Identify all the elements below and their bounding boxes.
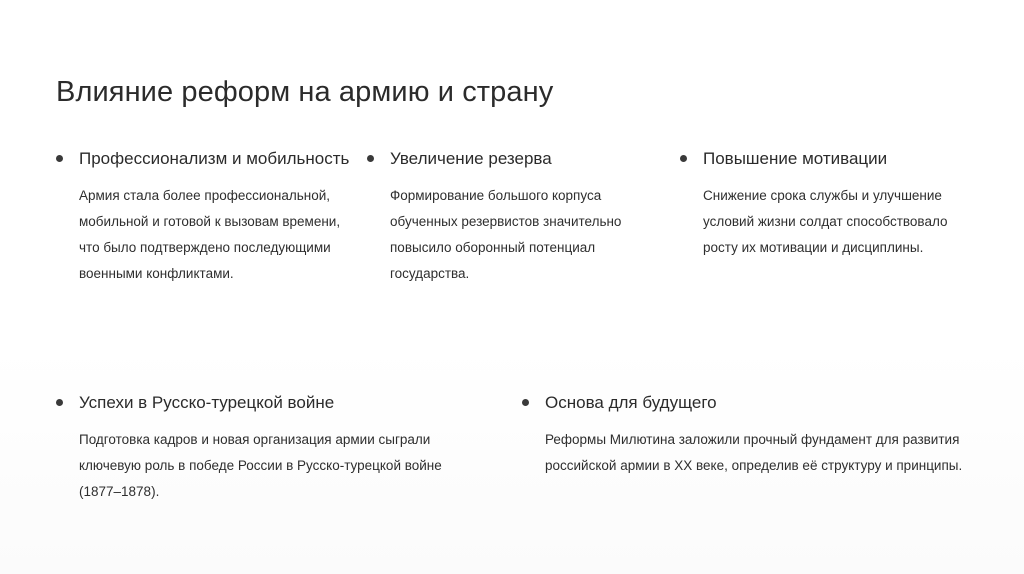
- page-title: Влияние реформ на армию и страну: [56, 76, 554, 108]
- bullet-icon: [367, 155, 374, 162]
- bullet-icon: [56, 155, 63, 162]
- item-heading-text: Успехи в Русско-турецкой войне: [79, 393, 335, 412]
- list-item: [56, 146, 356, 287]
- item-heading-text: Повышение мотивации: [703, 149, 888, 168]
- bullet-icon: [680, 155, 687, 162]
- bullet-icon: [522, 399, 529, 406]
- list-item: [680, 146, 980, 261]
- item-heading: [56, 146, 356, 171]
- item-heading-text: Увеличение резерва: [390, 149, 552, 168]
- item-description: Формирование большого корпуса обученных резервистов значительно повысило оборонный потенциал государства.: [390, 188, 622, 281]
- list-item: [522, 390, 982, 479]
- bullet-icon: [56, 399, 63, 406]
- list-item: [367, 146, 667, 287]
- item-heading: [56, 390, 476, 415]
- item-description: Армия стала более профессиональной, мобильной и готовой к вызовам времени, что было подтверждено последующими военными конфликтами.: [79, 188, 341, 281]
- item-description: Снижение срока службы и улучшение условий жизни солдат способствовало росту их мотивации и дисциплины.: [703, 188, 948, 255]
- item-heading: [680, 146, 980, 171]
- item-heading-text: Основа для будущего: [545, 393, 717, 412]
- item-description: Подготовка кадров и новая организация армии сыграли ключевую роль в победе России в Русско-турецкой войне (1877–1878).: [79, 432, 442, 499]
- item-description: Реформы Милютина заложили прочный фундамент для развития российской армии в XX веке, определив её структуру и принципы.: [545, 432, 963, 473]
- list-item: [56, 390, 476, 505]
- item-heading: [367, 146, 667, 171]
- item-heading: [522, 390, 982, 415]
- item-heading-text: Профессионализм и мобильность: [79, 149, 350, 168]
